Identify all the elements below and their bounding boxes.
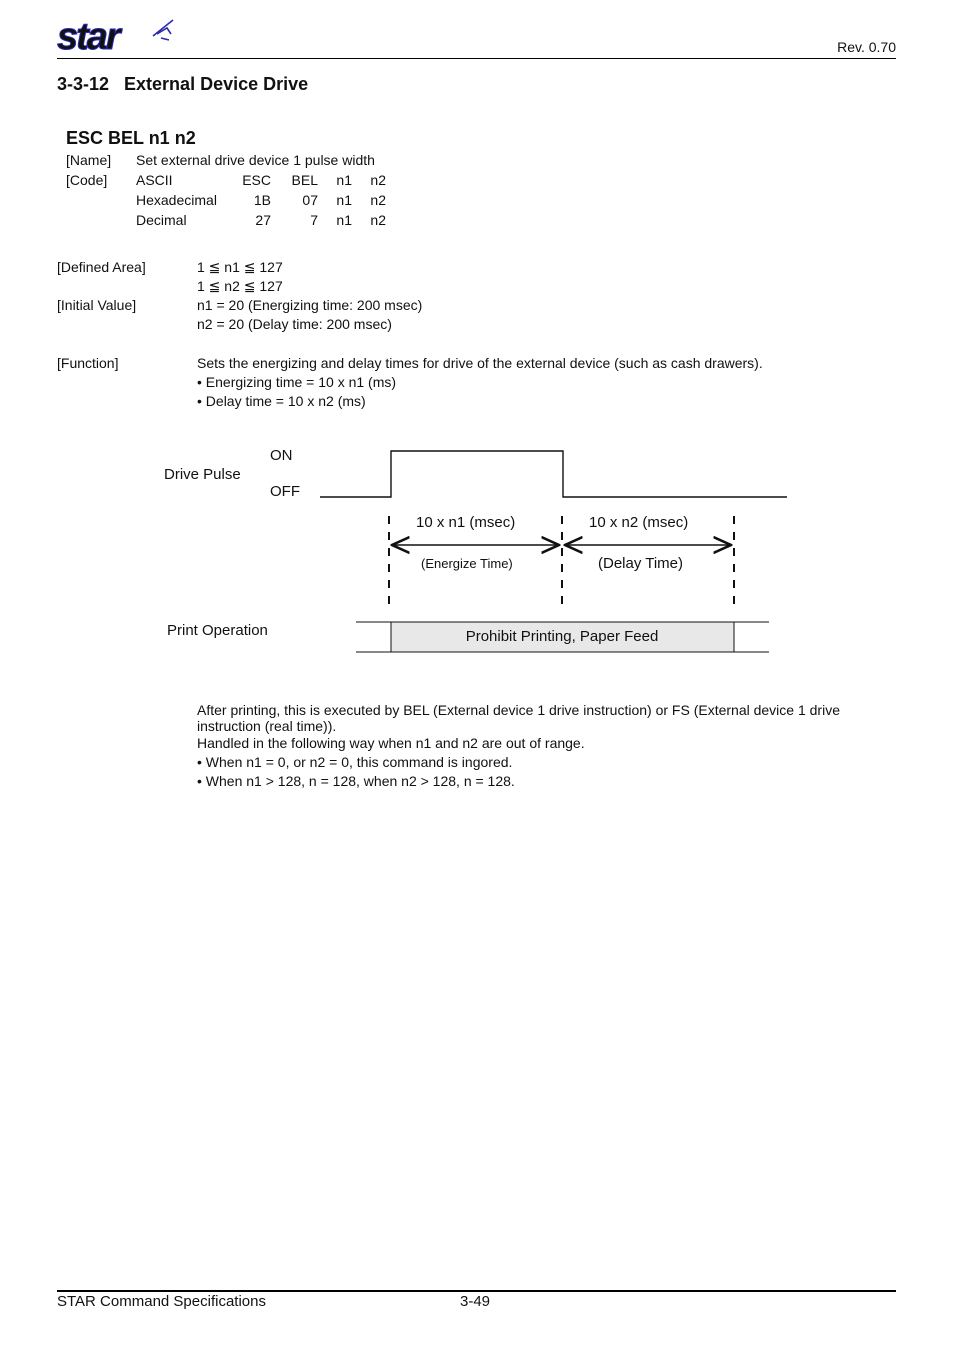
drive-pulse-label: Drive Pulse [164, 466, 241, 483]
revision-label: Rev. 0.70 [837, 39, 896, 55]
code-cell: n1 [336, 192, 352, 208]
footer-doc-title: STAR Command Specifications [57, 1293, 266, 1310]
header-rule [57, 58, 896, 59]
note-bullet-2: • When n1 > 128, n = 128, when n2 > 128, n = 128. [197, 773, 515, 789]
note-paragraph-2: Handled in the following way when n1 and n2 are out of range. [197, 735, 585, 751]
code-label: [Code] [66, 172, 108, 188]
code-row-hex [136, 192, 386, 212]
note-paragraph-1: After printing, this is executed by BEL (External device 1 drive instruction) or FS (External device 1 drive instruction (real time)). [197, 702, 840, 734]
code-cell: n2 [370, 172, 386, 188]
note-bullet-1: • When n1 = 0, or n2 = 0, this command is ingored. [197, 754, 513, 770]
n1-time-label: 10 x n1 (msec) [416, 514, 516, 531]
function-bullet-delay: • Delay time = 10 x n2 (ms) [197, 393, 366, 409]
code-cell: n2 [370, 212, 386, 228]
function-bullet-energizing: • Energizing time = 10 x n1 (ms) [197, 374, 397, 390]
code-cell: Decimal [136, 212, 187, 228]
code-cell: 7 [310, 212, 318, 228]
defined-area-n2: 1 ≦ n2 ≦ 127 [197, 278, 283, 294]
timing-diagram [0, 430, 954, 670]
name-label: [Name] [66, 152, 112, 168]
code-cell: Hexadecimal [136, 192, 217, 208]
prohibit-label: Prohibit Printing, Paper Feed [465, 628, 659, 645]
print-operation-label: Print Operation [167, 622, 268, 639]
footer-page-number: 3-49 [460, 1293, 491, 1310]
code-cell: n2 [370, 192, 386, 208]
initial-value-n1: n1 = 20 (Energizing time: 200 msec) [197, 297, 423, 313]
section-heading: 3-3-12 External Device Drive [57, 74, 309, 94]
function-description: Sets the energizing and delay times for drive of the external device (such as cash drawers). [197, 355, 763, 371]
on-label: ON [270, 447, 293, 464]
code-cell: n1 [336, 172, 352, 188]
defined-area-label: [Defined Area] [57, 259, 146, 275]
function-label: [Function] [57, 355, 119, 371]
initial-value-label: [Initial Value] [57, 297, 137, 313]
footer-rule [57, 1290, 896, 1292]
drive-pulse-waveform [320, 451, 787, 497]
star-logo [57, 18, 175, 54]
logo-text: star [57, 18, 119, 54]
code-cell: ESC [242, 172, 271, 188]
code-cell: 1B [253, 192, 271, 208]
initial-value-n2: n2 = 20 (Delay time: 200 msec) [197, 316, 392, 332]
code-cell: ASCII [136, 172, 173, 188]
code-cell: n1 [336, 212, 352, 228]
code-row-decimal [136, 212, 386, 232]
off-label: OFF [270, 483, 300, 500]
command-title: ESC BEL n1 n2 [66, 128, 196, 148]
code-table [136, 172, 386, 232]
code-cell: 27 [255, 212, 271, 228]
name-value: Set external drive device 1 pulse width [136, 152, 375, 168]
code-row-ascii [136, 172, 386, 192]
code-cell: 07 [302, 192, 318, 208]
code-cell: BEL [291, 172, 318, 188]
delay-time-label: (Delay Time) [598, 555, 684, 572]
n2-time-label: 10 x n2 (msec) [589, 514, 689, 531]
defined-area-n1: 1 ≦ n1 ≦ 127 [197, 259, 283, 275]
energize-time-label: (Energize Time) [421, 556, 513, 571]
